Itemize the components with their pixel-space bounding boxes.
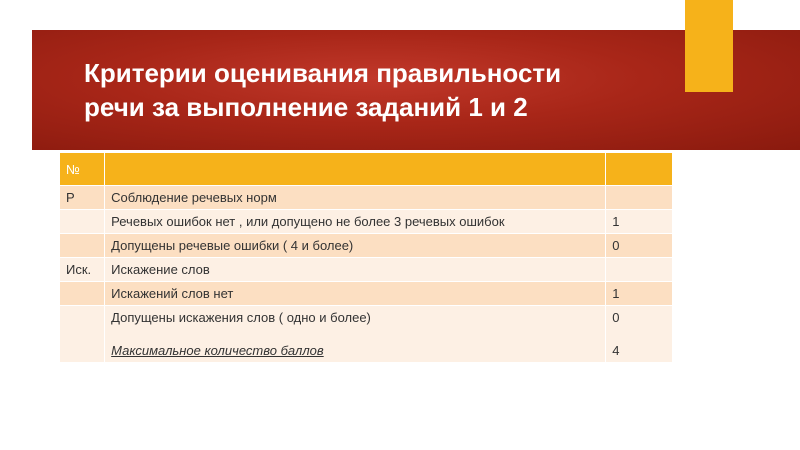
row-criterion: Искажений слов нет xyxy=(105,282,606,306)
row-score: 1 xyxy=(606,282,673,306)
slide-title xyxy=(84,56,684,124)
row-criterion: Допущены речевые ошибки ( 4 и более) xyxy=(105,234,606,258)
total-label: Максимальное количество баллов xyxy=(111,343,324,358)
row-score: 1 xyxy=(606,210,673,234)
slide-title-line-2: речи за выполнение заданий 1 и 2 xyxy=(84,92,528,122)
table-row xyxy=(60,282,673,306)
criteria-table xyxy=(59,152,673,363)
row-score xyxy=(606,186,673,210)
accent-bar xyxy=(685,0,733,92)
row-criterion: Соблюдение речевых норм xyxy=(105,186,606,210)
table-row xyxy=(60,258,673,282)
row-number xyxy=(60,306,105,363)
row-score: 0 xyxy=(606,234,673,258)
row-score-text: 0 xyxy=(612,310,620,325)
header-score xyxy=(606,153,673,186)
row-number xyxy=(60,210,105,234)
row-number: Р xyxy=(60,186,105,210)
row-criterion xyxy=(105,306,606,363)
table-row xyxy=(60,210,673,234)
slide-title-line-1: Критерии оценивания правильности xyxy=(84,58,562,88)
header-number: № xyxy=(60,153,105,186)
table-row xyxy=(60,186,673,210)
table-header-row xyxy=(60,153,673,186)
row-number xyxy=(60,234,105,258)
row-score xyxy=(606,306,673,363)
header-criterion xyxy=(105,153,606,186)
row-score xyxy=(606,258,673,282)
row-number: Иск. xyxy=(60,258,105,282)
table-row xyxy=(60,306,673,363)
table-row xyxy=(60,234,673,258)
row-number xyxy=(60,282,105,306)
row-criterion: Речевых ошибок нет , или допущено не более 3 речевых ошибок xyxy=(105,210,606,234)
total-value: 4 xyxy=(612,343,620,358)
row-criterion-text: Допущены искажения слов ( одно и более) xyxy=(111,310,371,325)
row-criterion: Искажение слов xyxy=(105,258,606,282)
